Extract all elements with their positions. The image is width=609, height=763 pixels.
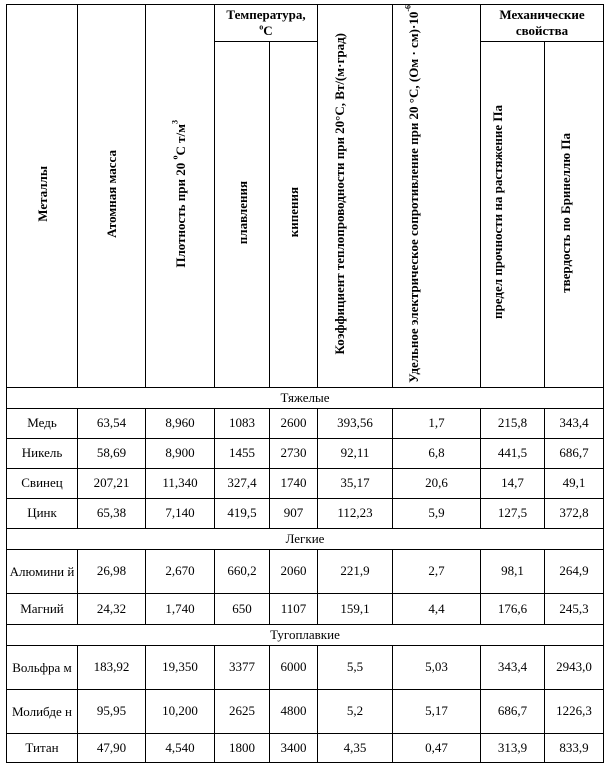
header-row-1 — [7, 5, 604, 42]
cell: 215,8 — [481, 408, 545, 438]
cell: 26,98 — [78, 549, 146, 593]
cell: 95,95 — [78, 689, 146, 733]
group-light: Легкие — [7, 528, 604, 549]
header-resistivity — [393, 5, 481, 388]
table-row — [7, 689, 604, 733]
cell: 686,7 — [545, 438, 604, 468]
metal-name: Свинец — [7, 468, 78, 498]
header-atomic-mass — [78, 5, 146, 388]
cell: 1455 — [215, 438, 270, 468]
cell: 5,17 — [393, 689, 481, 733]
cell: 907 — [270, 498, 318, 528]
cell: 8,900 — [146, 438, 215, 468]
header-melting-text: плавления — [234, 180, 250, 245]
header-mechanical: Механические свойства — [481, 5, 604, 42]
cell: 264,9 — [545, 549, 604, 593]
cell: 5,2 — [318, 689, 393, 733]
header-boiling — [270, 42, 318, 388]
header-atomic-mass-text: Атомная масса — [104, 150, 119, 238]
cell: 2,7 — [393, 549, 481, 593]
metal-name: Никель — [7, 438, 78, 468]
header-tensile-text: предел прочности на растяжение Па — [489, 105, 505, 320]
cell: 2060 — [270, 549, 318, 593]
cell: 47,90 — [78, 733, 146, 762]
header-melting — [215, 42, 270, 388]
cell: 343,4 — [545, 408, 604, 438]
metal-name: Титан — [7, 733, 78, 762]
table-row — [7, 549, 604, 593]
metals-properties-table — [6, 4, 604, 763]
cell: 7,140 — [146, 498, 215, 528]
cell: 176,6 — [481, 593, 545, 624]
table-row — [7, 498, 604, 528]
cell: 327,4 — [215, 468, 270, 498]
group-heavy: Тяжелые — [7, 387, 604, 408]
cell: 4,4 — [393, 593, 481, 624]
cell: 5,03 — [393, 645, 481, 689]
header-conductivity — [318, 5, 393, 388]
metal-name: Вольфра м — [7, 645, 78, 689]
cell: 65,38 — [78, 498, 146, 528]
table-row — [7, 438, 604, 468]
cell: 1800 — [215, 733, 270, 762]
cell: 372,8 — [545, 498, 604, 528]
cell: 24,32 — [78, 593, 146, 624]
cell: 112,23 — [318, 498, 393, 528]
header-temperature: Температура, $^о$С — [215, 5, 318, 42]
cell: 2600 — [270, 408, 318, 438]
table-row — [7, 733, 604, 762]
cell: 1107 — [270, 593, 318, 624]
cell: 8,960 — [146, 408, 215, 438]
cell: 441,5 — [481, 438, 545, 468]
cell: 3400 — [270, 733, 318, 762]
cell: 245,3 — [545, 593, 604, 624]
cell: 4,540 — [146, 733, 215, 762]
cell: 49,1 — [545, 468, 604, 498]
cell: 1,740 — [146, 593, 215, 624]
header-tensile — [481, 42, 545, 388]
cell: 2730 — [270, 438, 318, 468]
cell: 3377 — [215, 645, 270, 689]
cell: 10,200 — [146, 689, 215, 733]
cell: 4,35 — [318, 733, 393, 762]
table-row — [7, 593, 604, 624]
cell: 20,6 — [393, 468, 481, 498]
cell: 2943,0 — [545, 645, 604, 689]
cell: 2625 — [215, 689, 270, 733]
cell: 159,1 — [318, 593, 393, 624]
cell: 35,17 — [318, 468, 393, 498]
cell: 4800 — [270, 689, 318, 733]
cell: 58,69 — [78, 438, 146, 468]
cell: 1083 — [215, 408, 270, 438]
cell: 0,47 — [393, 733, 481, 762]
cell: 660,2 — [215, 549, 270, 593]
cell: 14,7 — [481, 468, 545, 498]
header-conductivity-text: Коэффициент теплопроводности при 20°С, Вт/(м·град) — [332, 33, 347, 355]
metal-name: Молибде н — [7, 689, 78, 733]
group-heavy-row — [7, 387, 604, 408]
cell: 686,7 — [481, 689, 545, 733]
header-resistivity-text: Удельное электрическое сопротивление при 20 °С, $(Ом \cdot см)\cdot 10^{-6}$ — [403, 5, 421, 383]
header-metals-text: Металлы — [34, 166, 50, 222]
metal-name: Цинк — [7, 498, 78, 528]
metal-name: Магний — [7, 593, 78, 624]
cell: 183,92 — [78, 645, 146, 689]
cell: 5,9 — [393, 498, 481, 528]
header-density-text: Плотность при 20 $^o$С $т/м^3$ — [170, 120, 188, 268]
cell: 1,7 — [393, 408, 481, 438]
group-refractory: Тугоплавкие — [7, 624, 604, 645]
cell: 313,9 — [481, 733, 545, 762]
cell: 92,11 — [318, 438, 393, 468]
group-light-row — [7, 528, 604, 549]
cell: 11,340 — [146, 468, 215, 498]
cell: 98,1 — [481, 549, 545, 593]
cell: 63,54 — [78, 408, 146, 438]
header-metals — [7, 5, 78, 388]
table-row — [7, 468, 604, 498]
cell: 2,670 — [146, 549, 215, 593]
cell: 419,5 — [215, 498, 270, 528]
header-boiling-text: кипения — [286, 187, 301, 238]
cell: 1740 — [270, 468, 318, 498]
cell: 343,4 — [481, 645, 545, 689]
cell: 1226,3 — [545, 689, 604, 733]
cell: 650 — [215, 593, 270, 624]
header-hardness — [545, 42, 604, 388]
metal-name: Медь — [7, 408, 78, 438]
cell: 393,56 — [318, 408, 393, 438]
cell: 833,9 — [545, 733, 604, 762]
cell: 19,350 — [146, 645, 215, 689]
cell: 127,5 — [481, 498, 545, 528]
header-density — [146, 5, 215, 388]
cell: 221,9 — [318, 549, 393, 593]
cell: 5,5 — [318, 645, 393, 689]
metal-name: Алюмини й — [7, 549, 78, 593]
table-row — [7, 408, 604, 438]
cell: 207,21 — [78, 468, 146, 498]
header-hardness-text: твердость по Бринеллю Па — [558, 132, 573, 293]
cell: 6,8 — [393, 438, 481, 468]
table-row — [7, 645, 604, 689]
cell: 6000 — [270, 645, 318, 689]
group-refractory-row — [7, 624, 604, 645]
